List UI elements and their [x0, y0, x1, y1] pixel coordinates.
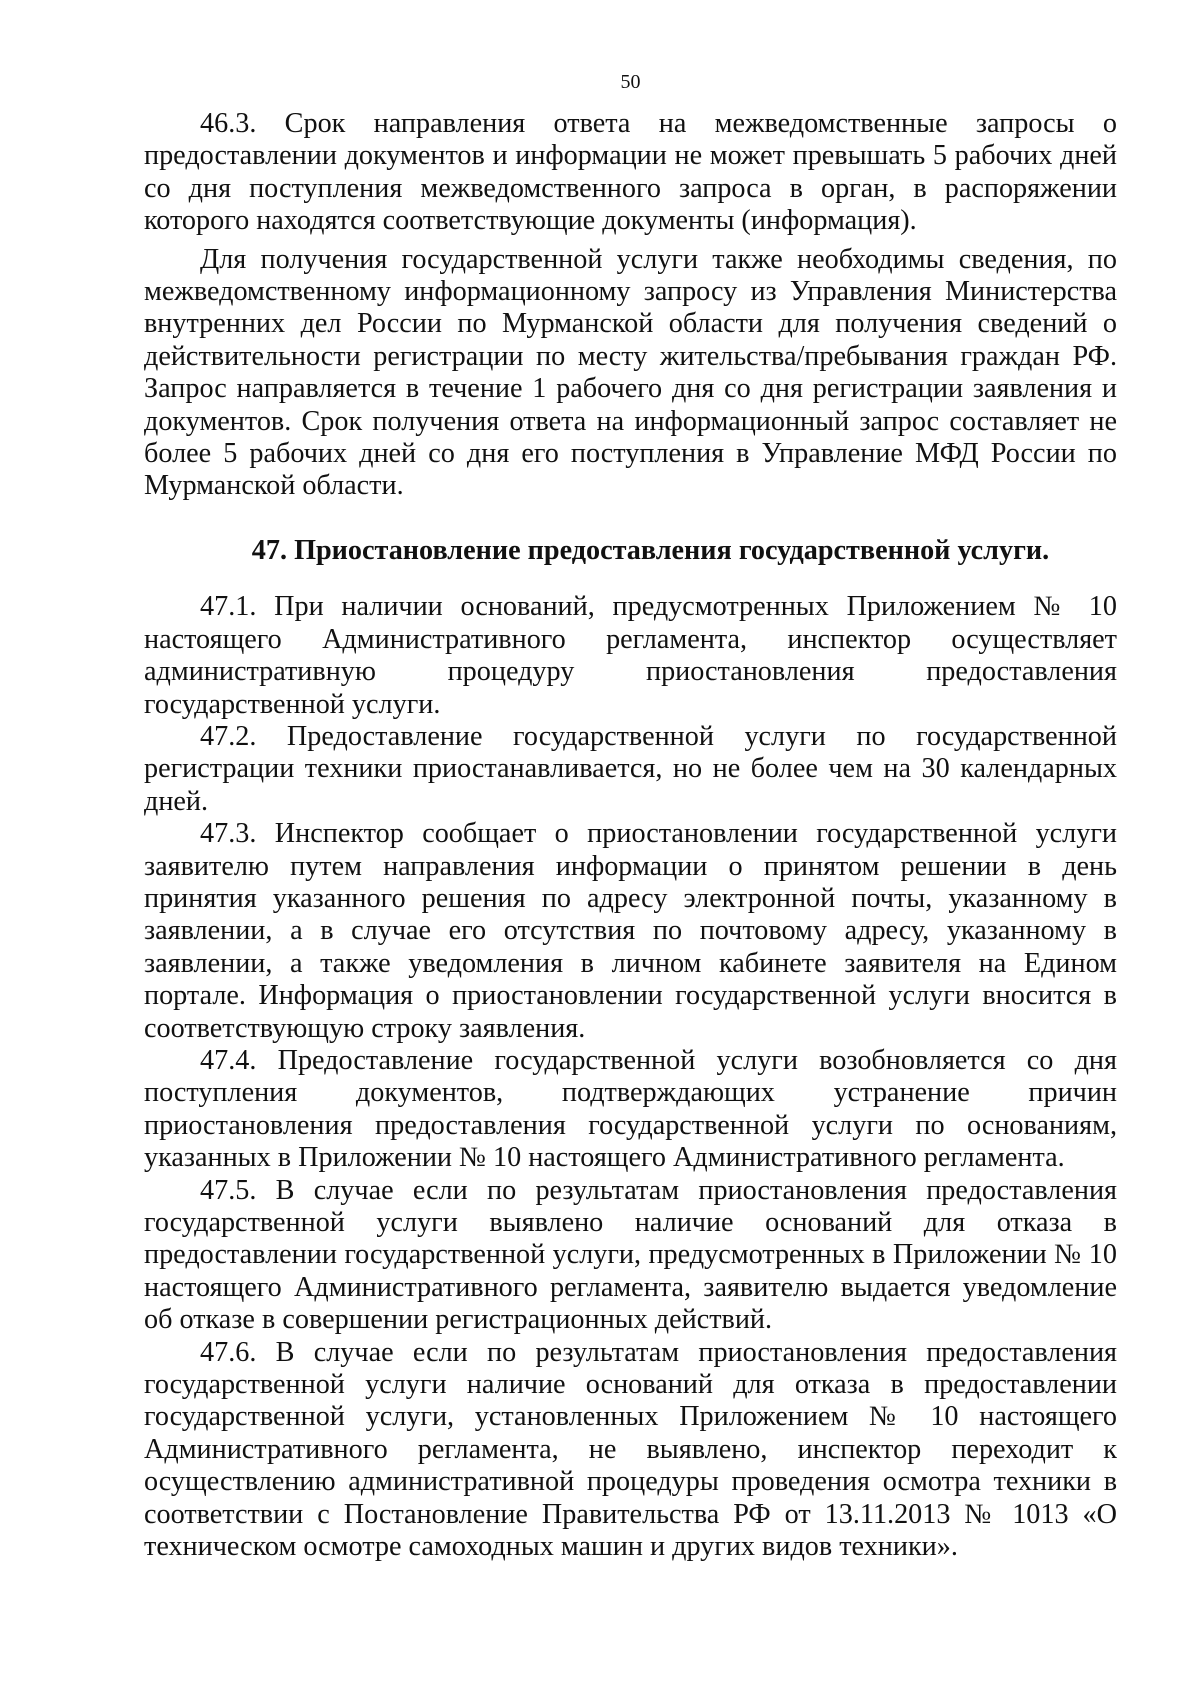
paragraph-47-3: 47.3. Инспектор сообщает о приостановлении государственной услуги заявителю путем направления информации о принятом решении в день принятия указанного решения по адресу электронной почты, указанному в заявлении, а в случае его отсутствия по почтовому адресу, указанному в заявлении, а также уведомления в личном кабинете заявителя на Едином портале. Информация о приостановлении государственной услуги вносится в соответствующую строку заявления.: [144, 818, 1117, 1044]
page-number: 50: [620, 71, 641, 93]
paragraph-47-5: 47.5. В случае если по результатам приостановления предоставления государственной услуги выявлено наличие оснований для отказа в предоставлении государственной услуги, предусмотренных в Приложении № 10 настоящего Административного регламента, заявителю выдается уведомление об отказе в совершении регистрационных действий.: [144, 1174, 1117, 1336]
paragraph-47-4: 47.4. Предоставление государственной услуги возобновляется со дня поступления документов, подтверждающих устранение причин приостановления предоставления государственной услуги по основаниям, указанных в Приложении № 10 настоящего Административного регламента.: [144, 1044, 1117, 1174]
paragraph-47-2: 47.2. Предоставление государственной услуги по государственной регистрации техники приостанавливается, но не более чем на 30 календарных дней.: [144, 720, 1117, 817]
section-heading-47: 47. Приостановление предоставления государственной услуги.: [251, 534, 1050, 566]
paragraph-mvd-request: Для получения государственной услуги также необходимы сведения, по межведомственному информационному запросу из Управления Министерства внутренних дел России по Мурманской области для получения сведений о действительности регистрации по месту жительства/пребывания граждан РФ. Запрос направляется в течение 1 рабочего дня со дня регистрации заявления и документов. Срок получения ответа на информационный запрос составляет не более 5 рабочих дней со дня его поступления в Управление МФД России по Мурманской области.: [144, 243, 1117, 502]
paragraph-47-1: 47.1. При наличии оснований, предусмотренных Приложением № 10 настоящего Административного регламента, инспектор осуществляет административную процедуру приостановления предоставления государственной услуги.: [144, 591, 1117, 720]
paragraph-47-6: 47.6. В случае если по результатам приостановления предоставления государственной услуги наличие оснований для отказа в предоставлении государственной услуги, установленных Приложением № 10 настоящего Административного регламента, не выявлено, инспектор переходит к осуществлению административной процедуры проведения осмотра техники в соответствии с Постановление Правительства РФ от 13.11.2013 № 1013 «О техническом осмотре самоходных машин и других видов техники».: [144, 1336, 1117, 1563]
paragraph-46-3: 46.3. Срок направления ответа на межведомственные запросы о предоставлении документов и информации не может превышать 5 рабочих дней со дня поступления межведомственного запроса в орган, в распоряжении которого находятся соответствующие документы (информация).: [144, 108, 1117, 237]
